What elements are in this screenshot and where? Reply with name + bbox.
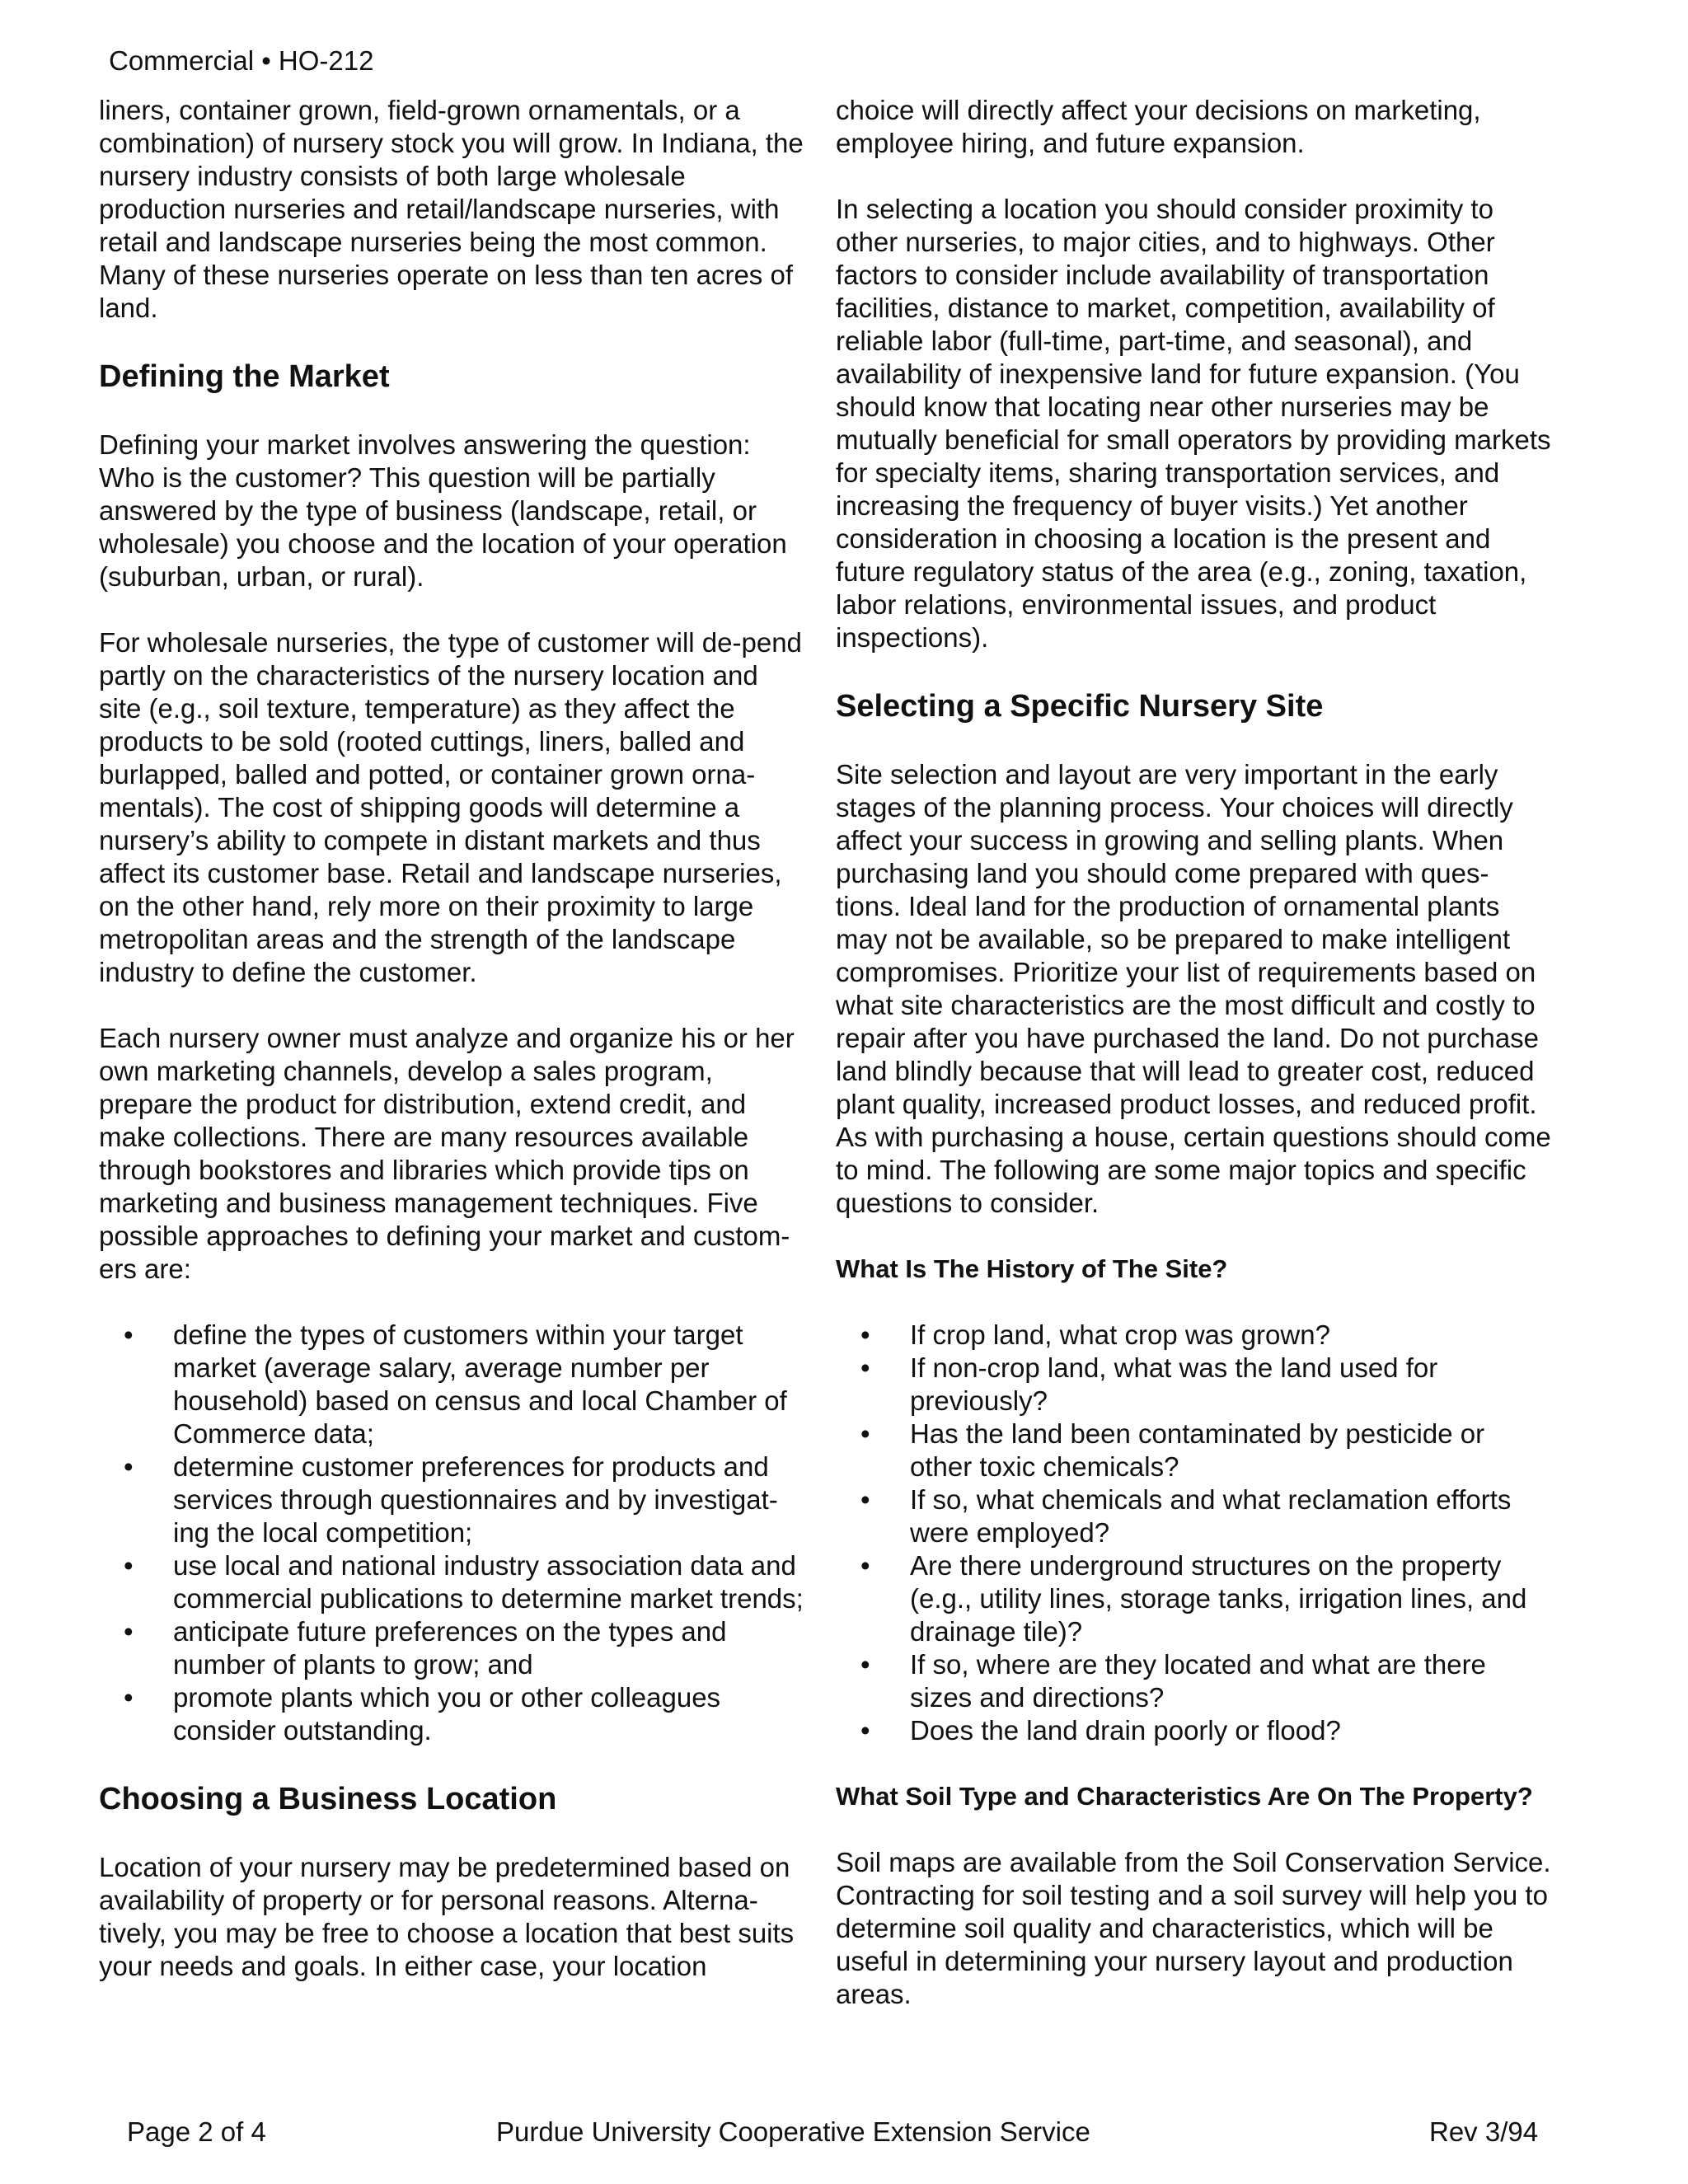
footer-revision: Rev 3/94 bbox=[1429, 2116, 1539, 2147]
paragraph: choice will directly affect your decisions on marketing, employee hiring, and future expansion. bbox=[836, 95, 1481, 158]
paragraph: Soil maps are available from the Soil Conservation Service. Contracting for soil testing and a soil survey will help you to determine soil quality and characteristics, which will be useful in determining your nursery layout and production areas. bbox=[836, 1847, 1551, 2009]
list-item: • Are there underground structures on the property (e.g., utility lines, storage tanks, irrigation lines, and drainage tile)? bbox=[836, 1549, 1553, 1648]
paragraph: liners, container grown, field-grown ornamentals, or a combination) of nursery stock you will grow. In Indiana, the nursery industry consists of both large wholesale production nurseries and retail/landscape nurseries, with retail and landscape nurseries being the most common. Many of these nurseries operate on less than ten acres of land. bbox=[99, 95, 804, 323]
list-item: • use local and national industry association data and commercial publications to determine market trends; bbox=[99, 1549, 808, 1615]
paragraph: Site selection and layout are very important in the early stages of the planning process. Your choices will directly affect your success in growing and selling plants. When purchasing land you should come prepared with ques-tions. Ideal land for the production of ornamental plants may not be available, so be prepared to make intelligent compromises. Prioritize your list of requirements based on what site characteristics are the most difficult and costly to repair after you have purchased the land. Do not purchase land blindly because that will lead to greater cost, reduced plant quality, increased product losses, and reduced profit. As with purchasing a house, certain questions should come to mind. The following are some major topics and specific questions to consider. bbox=[836, 759, 1551, 1218]
section-heading-nursery-site: Selecting a Specific Nursery Site bbox=[836, 689, 1324, 724]
list-item: • If crop land, what crop was grown? bbox=[836, 1319, 1553, 1352]
paragraph: For wholesale nurseries, the type of customer will de-pend partly on the characteristics of the nursery location and site (e.g., soil texture, temperature) as they affect the products to be sold (rooted cuttings, liners, balled and burlapped, balled and potted, or container grown orna-mentals). The cost of shipping goods will determine a nursery’s ability to compete in distant markets and thus affect its customer base. Retail and landscape nurseries, on the other hand, rely more on their proximity to large metropolitan areas and the strength of the landscape industry to define the customer. bbox=[99, 627, 802, 987]
list-item: • Has the land been contaminated by pesticide or other toxic chemicals? bbox=[836, 1418, 1553, 1483]
subheading-soil-type: What Soil Type and Characteristics Are On The Property? bbox=[836, 1782, 1533, 1811]
subheading-site-history: What Is The History of The Site? bbox=[836, 1254, 1228, 1283]
list-item: • anticipate future preferences on the types and number of plants to grow; and bbox=[99, 1615, 808, 1681]
list-item: • If so, what chemicals and what reclamation efforts were employed? bbox=[836, 1483, 1553, 1549]
left-column bbox=[99, 94, 808, 2016]
footer-page-number: Page 2 of 4 bbox=[127, 2116, 266, 2147]
right-column bbox=[836, 94, 1553, 2044]
list-item: • If so, where are they located and what are there sizes and directions? bbox=[836, 1648, 1553, 1714]
site-history-list bbox=[836, 1319, 1553, 1747]
running-header: Commercial • HO-212 bbox=[109, 45, 374, 76]
list-item: • Does the land drain poorly or flood? bbox=[836, 1714, 1553, 1747]
paragraph: Each nursery owner must analyze and organize his or her own marketing channels, develop a sales program, prepare the product for distribution, extend credit, and make collections. There are many resources available through bookstores and libraries which provide tips on marketing and business management techniques. Five possible approaches to defining your market and custom-ers are: bbox=[99, 1023, 795, 1284]
paragraph: In selecting a location you should consider proximity to other nurseries, to major cities, and to highways. Other factors to consider include availability of transportation facilities, distance to market, competition, availability of reliable labor (full-time, part-time, and seasonal), and availability of inexpensive land for future expansion. (You should know that locating near other nurseries may be mutually beneficial for small operators by providing markets for specialty items, sharing transportation services, and increasing the frequency of buyer visits.) Yet another consideration in choosing a location is the present and future regulatory status of the area (e.g., zoning, taxation, labor relations, environmental issues, and product inspections). bbox=[836, 194, 1551, 653]
list-item: • promote plants which you or other colleagues consider outstanding. bbox=[99, 1681, 808, 1747]
list-item: • If non-crop land, what was the land used for previously? bbox=[836, 1352, 1553, 1418]
section-heading-defining-market: Defining the Market bbox=[99, 359, 390, 394]
list-item: • determine customer preferences for products and services through questionnaires and by investigat-ing the local competition; bbox=[99, 1451, 808, 1549]
market-approaches-list bbox=[99, 1319, 808, 1747]
paragraph: Defining your market involves answering the question: Who is the customer? This question will be partially answered by the type of business (landscape, retail, or wholesale) you choose and the location of your operation (suburban, urban, or rural). bbox=[99, 429, 787, 592]
list-item: • define the types of customers within your target market (average salary, average number per household) based on census and local Chamber of Commerce data; bbox=[99, 1319, 808, 1451]
paragraph: Location of your nursery may be predetermined based on availability of property or for personal reasons. Alterna-tively, you may be free to choose a location that best suits your needs and goals. In either case, your location bbox=[99, 1852, 795, 1981]
footer-publisher: Purdue University Cooperative Extension Service bbox=[496, 2116, 1090, 2147]
section-heading-business-location: Choosing a Business Location bbox=[99, 1782, 557, 1816]
